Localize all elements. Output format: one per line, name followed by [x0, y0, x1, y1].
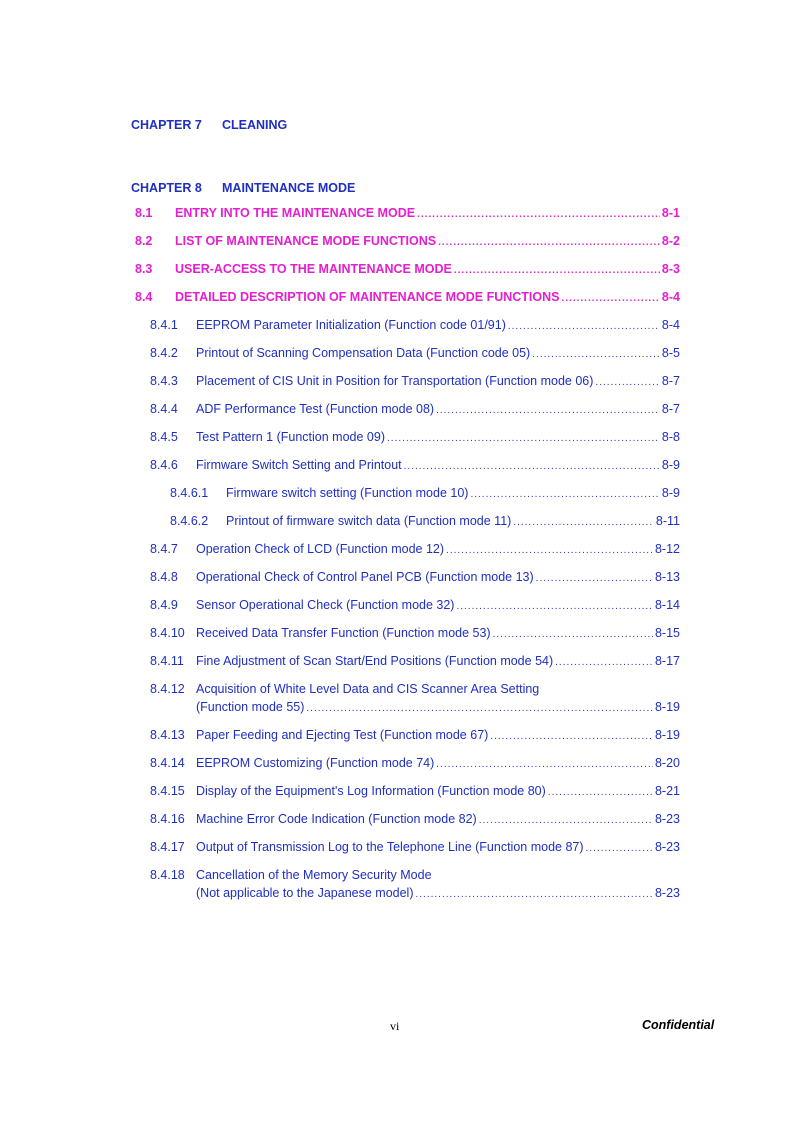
section-number: 8.4 [135, 290, 153, 304]
leader-dots [470, 490, 659, 500]
entry-title: Cancellation of the Memory Security Mode [196, 868, 432, 882]
leader-dots [508, 322, 660, 332]
leader-dots [513, 518, 654, 528]
toc-entry-link[interactable] [150, 458, 680, 472]
toc-entry-link[interactable] [150, 402, 680, 416]
toc-entry-link[interactable] [196, 886, 680, 900]
entry-number: 8.4.16 [150, 812, 185, 826]
entry-title: Fine Adjustment of Scan Start/End Positions (Function mode 54) [196, 654, 554, 668]
toc-entry-link[interactable] [170, 514, 680, 528]
toc-entry-link[interactable] [150, 626, 680, 640]
entry-title: Operational Check of Control Panel PCB (Function mode 13) [196, 570, 534, 584]
page-ref: 8-2 [661, 234, 680, 248]
entry-title: Printout of Scanning Compensation Data (Function code 05) [196, 346, 531, 360]
entry-number: 8.4.18 [150, 868, 185, 882]
toc-entry-link[interactable] [150, 840, 680, 854]
leader-dots [493, 630, 653, 640]
chapter-number: CHAPTER 7 [131, 118, 202, 132]
page-ref: 8-13 [654, 570, 680, 584]
toc-section-link[interactable] [135, 234, 680, 248]
entry-title: Display of the Equipment's Log Information (Function mode 80) [196, 784, 546, 798]
page-ref: 8-7 [661, 402, 680, 416]
entry-title: Firmware switch setting (Function mode 10) [226, 486, 469, 500]
leader-dots [536, 574, 653, 584]
entry-number: 8.4.6.1 [170, 486, 209, 500]
page-ref: 8-14 [654, 598, 680, 612]
section-number: 8.3 [135, 262, 153, 276]
entry-number: 8.4.1 [150, 318, 178, 332]
page-ref: 8-23 [654, 886, 680, 900]
page-ref: 8-3 [661, 262, 680, 276]
entry-title-continued: (Not applicable to the Japanese model) [196, 886, 414, 900]
entry-title: Paper Feeding and Ejecting Test (Function mode 67) [196, 728, 489, 742]
toc-entry-link[interactable] [150, 728, 680, 742]
chapter-heading [131, 181, 355, 195]
entry-number: 8.4.13 [150, 728, 185, 742]
entry-title: Firmware Switch Setting and Printout [196, 458, 402, 472]
leader-dots [387, 434, 660, 444]
entry-title: EEPROM Parameter Initialization (Function code 01/91) [196, 318, 506, 332]
entry-number: 8.4.7 [150, 542, 178, 556]
toc-entry-link[interactable] [150, 654, 680, 668]
chapter-title: CLEANING [222, 118, 288, 132]
entry-number: 8.4.4 [150, 402, 178, 416]
entry-number: 8.4.11 [150, 654, 184, 668]
section-title: LIST OF MAINTENANCE MODE FUNCTIONS [175, 234, 437, 248]
page-ref: 8-4 [661, 318, 680, 332]
toc-entry-first-line[interactable] [150, 868, 432, 882]
leader-dots [479, 816, 653, 826]
toc-entry-link[interactable] [150, 570, 680, 584]
leader-dots [532, 350, 660, 360]
entry-title: ADF Performance Test (Function mode 08) [196, 402, 435, 416]
leader-dots [436, 406, 660, 416]
leader-dots [595, 378, 660, 388]
toc-section-link[interactable] [135, 206, 680, 220]
page-ref: 8-17 [654, 654, 680, 668]
page-ref: 8-19 [654, 700, 680, 714]
toc-entry-link[interactable] [150, 374, 680, 388]
page-ref: 8-4 [661, 290, 680, 304]
toc-entry-link[interactable] [150, 784, 680, 798]
leader-dots [555, 658, 653, 668]
entry-number: 8.4.6.2 [170, 514, 209, 528]
entry-title: Placement of CIS Unit in Position for Transportation (Function mode 06) [196, 374, 594, 388]
entry-title: EEPROM Customizing (Function mode 74) [196, 756, 435, 770]
toc-section-link[interactable] [135, 262, 680, 276]
chapter-number: CHAPTER 8 [131, 181, 202, 195]
leader-dots [417, 210, 660, 220]
toc-entry-link[interactable] [196, 700, 680, 714]
entry-number: 8.4.14 [150, 756, 185, 770]
page-ref: 8-5 [661, 346, 680, 360]
entry-number: 8.4.5 [150, 430, 178, 444]
entry-number: 8.4.8 [150, 570, 178, 584]
entry-title: Operation Check of LCD (Function mode 12) [196, 542, 445, 556]
entry-title: Printout of firmware switch data (Function mode 11) [226, 514, 512, 528]
leader-dots [548, 788, 653, 798]
section-number: 8.1 [135, 206, 153, 220]
section-number: 8.2 [135, 234, 153, 248]
section-title: ENTRY INTO THE MAINTENANCE MODE [175, 206, 416, 220]
section-title: USER-ACCESS TO THE MAINTENANCE MODE [175, 262, 452, 276]
toc-section-link[interactable] [135, 290, 680, 304]
entry-title: Output of Transmission Log to the Telephone Line (Function mode 87) [196, 840, 584, 854]
toc-entry-link[interactable] [150, 598, 680, 612]
entry-number: 8.4.6 [150, 458, 178, 472]
entry-number: 8.4.15 [150, 784, 185, 798]
page-ref: 8-20 [654, 756, 680, 770]
entry-title-continued: (Function mode 55) [196, 700, 305, 714]
chapter-heading [131, 118, 287, 132]
leader-dots [586, 844, 653, 854]
leader-dots [436, 760, 653, 770]
entry-title: Machine Error Code Indication (Function mode 82) [196, 812, 477, 826]
toc-entry-link[interactable] [150, 756, 680, 770]
entry-number: 8.4.10 [150, 626, 185, 640]
leader-dots [306, 704, 653, 714]
confidential-label: Confidential [642, 1018, 715, 1032]
page-number: vi [390, 1019, 400, 1033]
chapter-title: MAINTENANCE MODE [222, 181, 356, 195]
entry-title: Acquisition of White Level Data and CIS Scanner Area Setting [196, 682, 540, 696]
toc-entry-link[interactable] [150, 542, 680, 556]
entry-title: Sensor Operational Check (Function mode 32) [196, 598, 455, 612]
page-ref: 8-7 [661, 374, 680, 388]
entry-title: Test Pattern 1 (Function mode 09) [196, 430, 385, 444]
leader-dots [454, 266, 660, 276]
leader-dots [404, 462, 660, 472]
page-ref: 8-12 [654, 542, 680, 556]
section-title: DETAILED DESCRIPTION OF MAINTENANCE MODE FUNCTIONS [175, 290, 560, 304]
page-ref: 8-8 [661, 430, 680, 444]
page-ref: 8-9 [661, 458, 680, 472]
page-ref: 8-15 [654, 626, 680, 640]
entry-number: 8.4.2 [150, 346, 178, 360]
entry-number: 8.4.9 [150, 598, 178, 612]
entry-number: 8.4.17 [150, 840, 185, 854]
leader-dots [416, 890, 653, 900]
page-ref: 8-11 [655, 514, 680, 528]
toc-entry-link[interactable] [150, 812, 680, 826]
page-ref: 8-23 [654, 840, 680, 854]
page-ref: 8-23 [654, 812, 680, 826]
page-ref: 8-21 [654, 784, 680, 798]
toc-entry-link[interactable] [150, 318, 680, 332]
toc-entry-link[interactable] [150, 430, 680, 444]
leader-dots [562, 294, 660, 304]
leader-dots [490, 732, 653, 742]
entry-number: 8.4.3 [150, 374, 178, 388]
page-ref: 8-19 [654, 728, 680, 742]
toc-entry-link[interactable] [150, 346, 680, 360]
leader-dots [446, 546, 653, 556]
entry-title: Received Data Transfer Function (Function mode 53) [196, 626, 491, 640]
page-ref: 8-1 [661, 206, 680, 220]
entry-number: 8.4.12 [150, 682, 185, 696]
page-ref: 8-9 [661, 486, 680, 500]
leader-dots [438, 238, 660, 248]
leader-dots [456, 602, 653, 612]
toc-entry-first-line[interactable] [150, 682, 539, 696]
toc-entry-link[interactable] [170, 486, 680, 500]
